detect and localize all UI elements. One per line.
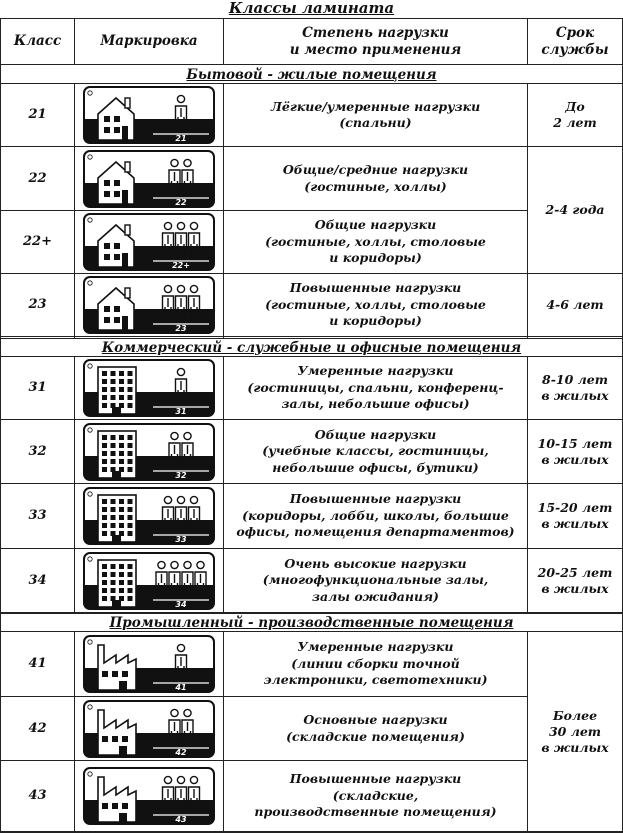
- grid-line: [1, 356, 622, 357]
- load-description-cell: Повышенные нагрузки (складские, производственные помещения): [254, 771, 497, 820]
- class-cell: 32: [28, 443, 47, 459]
- grid-line: [1, 338, 622, 339]
- class-cell: 42: [28, 720, 47, 736]
- load-description-cell: Общие/средние нагрузки (гостиные, холлы): [282, 162, 469, 194]
- marking-cell: [75, 632, 223, 696]
- marking-cell: [75, 211, 223, 273]
- grid-line: [528, 483, 622, 484]
- grid-line: [74, 632, 75, 832]
- class-code-label: 22+: [172, 261, 190, 270]
- class-code-label: 23: [175, 324, 187, 333]
- grid-line: [1, 696, 528, 697]
- grid-line: [528, 336, 622, 337]
- service-life-cell: 4-6 лет: [546, 297, 604, 312]
- load-description-cell: Повышенные нагрузки (коридоры, лобби, школы, большие офисы, помещения департаментов): [236, 491, 515, 540]
- marking-cell: [75, 357, 223, 419]
- grid-line: [528, 146, 622, 147]
- marking-cell: [75, 549, 223, 612]
- class-code-label: 32: [175, 470, 187, 480]
- section-commercial: Коммерческий - служебные и офисные помещения: [101, 339, 522, 356]
- load-description-cell: Общие нагрузки (гостиные, холлы, столовые и коридоры): [265, 217, 486, 266]
- grid-line: [74, 84, 75, 338]
- class-code-label: 41: [175, 683, 187, 692]
- service-life-cell: 8-10 лет в жилых: [541, 372, 609, 403]
- page-title: Классы ламината: [228, 0, 395, 17]
- service-life-cell: Более 30 лет в жилых: [541, 707, 609, 755]
- service-life-cell: 15-20 лет в жилых: [537, 500, 613, 531]
- grid-line: [1, 273, 528, 274]
- class-code-label: 42: [175, 747, 187, 757]
- grid-line: [527, 84, 528, 338]
- class-cell: 23: [28, 297, 47, 312]
- grid-line: [223, 84, 224, 338]
- grid-line: [1, 483, 528, 484]
- grid-line: [74, 357, 75, 613]
- header-service-life: Срок службы: [541, 24, 609, 58]
- grid-line: [528, 273, 622, 274]
- class-code-label: 43: [175, 815, 187, 824]
- grid-line: [1, 831, 528, 832]
- marking-cell: [75, 84, 223, 146]
- grid-line: [1, 613, 622, 614]
- grid-line: [528, 419, 622, 420]
- grid-line: [1, 419, 528, 420]
- class-cell: 22: [28, 170, 47, 186]
- class-code-label: 22: [175, 197, 187, 207]
- grid-line: [223, 357, 224, 613]
- service-life-cell: 20-25 лет в жилых: [537, 564, 613, 596]
- grid-line: [1, 64, 622, 65]
- marking-cell: [75, 274, 223, 336]
- grid-line: [527, 19, 528, 65]
- service-life-cell: 2-4 года: [545, 202, 605, 217]
- class-code-label: 21: [175, 134, 187, 143]
- class-cell: 21: [28, 107, 47, 122]
- grid-line: [528, 831, 622, 832]
- grid-line: [1, 146, 528, 147]
- grid-line: [1, 83, 622, 84]
- grid-line: [1, 210, 528, 211]
- marking-cell: [75, 147, 223, 210]
- class-cell: 33: [28, 508, 47, 523]
- load-description-cell: Общие нагрузки (учебные классы, гостиницы, небольшие офисы, бутики): [262, 426, 489, 475]
- grid-line: [1, 336, 528, 337]
- grid-line: [527, 357, 528, 613]
- header-class: Класс: [13, 33, 62, 49]
- office-icon: [98, 431, 136, 478]
- class-code-label: 31: [175, 407, 187, 416]
- grid-line: [527, 632, 528, 832]
- class-code-label: 34: [175, 599, 187, 609]
- marking-cell: [75, 484, 223, 548]
- office-icon: [98, 367, 136, 414]
- grid-line: [1, 548, 528, 549]
- load-description-cell: Умеренные нагрузки (линии сборки точной электроники, светотехники): [263, 639, 488, 688]
- header-marking: Маркировка: [100, 33, 198, 49]
- office-icon: [98, 495, 136, 542]
- class-cell: 41: [28, 656, 47, 671]
- grid-line: [74, 19, 75, 65]
- section-industrial: Промышленный - производственные помещения: [109, 614, 514, 631]
- marking-cell: [75, 761, 223, 831]
- load-description-cell: Очень высокие нагрузки (многофункциональные залы, залы ожидания): [262, 555, 489, 604]
- grid-line: [223, 19, 224, 65]
- office-icon: [98, 560, 136, 607]
- grid-line: [223, 632, 224, 832]
- load-description-cell: Основные нагрузки (складские помещения): [286, 712, 465, 744]
- laminate-classes-table: [0, 18, 623, 833]
- class-cell: 22+: [23, 234, 52, 249]
- marking-cell: [75, 697, 223, 760]
- service-life-cell: 10-15 лет в жилых: [537, 435, 613, 467]
- load-description-cell: Лёгкие/умеренные нагрузки (спальни): [270, 98, 481, 130]
- load-description-cell: Повышенные нагрузки (гостиные, холлы, столовые и коридоры): [265, 280, 486, 329]
- header-load: Степень нагрузки и место применения: [289, 24, 462, 58]
- class-code-label: 33: [175, 535, 187, 544]
- service-life-cell: До 2 лет: [553, 99, 597, 130]
- grid-line: [1, 760, 528, 761]
- class-cell: 31: [28, 380, 47, 395]
- load-description-cell: Умеренные нагрузки (гостиницы, спальни, конференц- залы, небольшие офисы): [247, 363, 504, 412]
- grid-line: [528, 548, 622, 549]
- class-cell: 43: [28, 788, 47, 803]
- grid-line: [1, 631, 622, 632]
- section-residential: Бытовой - жилые помещения: [186, 66, 437, 83]
- class-cell: 34: [28, 572, 47, 588]
- marking-cell: [75, 420, 223, 483]
